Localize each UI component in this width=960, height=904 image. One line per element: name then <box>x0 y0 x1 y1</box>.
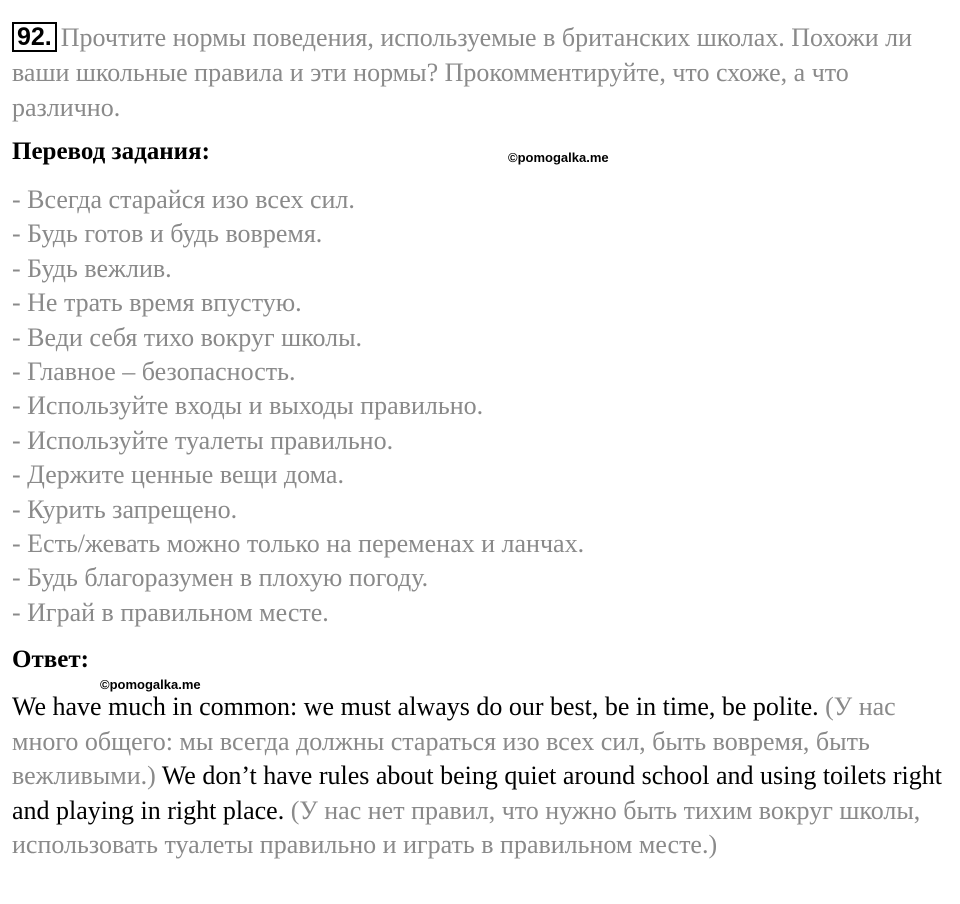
rule-item: - Не трать время впустую. <box>12 288 302 318</box>
rule-item: - Курить запрещено. <box>12 494 238 524</box>
answer-part1-english: We have much in common: we must always do our best, be in time, be polite. <box>12 692 819 721</box>
answer-part1-russian: (У нас много общего: мы всегда должны стараться изо всех сил, быть вовремя, быть вежливыми.) <box>12 692 896 790</box>
rule-item: - Веди себя тихо вокруг школы. <box>12 322 363 352</box>
translation-heading: Перевод задания: <box>12 138 210 165</box>
answer-part2-english: We don’t have rules about being quiet around school and using toilets right and playing in right place. <box>12 761 942 825</box>
rules-list <box>12 183 584 630</box>
rule-item: - Будь благоразумен в плохую погоду. <box>12 563 429 593</box>
watermark: ©pomogalka.me <box>508 150 609 165</box>
rule-item: - Есть/жевать можно только на переменах и ланчах. <box>12 529 585 559</box>
rule-item: - Всегда старайся изо всех сил. <box>12 185 355 214</box>
answer-part2-russian: (У нас нет правил, что нужно быть тихим вокруг школы, использовать туалеты правильно и играть в правильном месте.) <box>12 795 921 859</box>
rule-item: - Используйте туалеты правильно. <box>12 425 394 455</box>
task-instruction: Прочтите нормы поведения, используемые в британских школах. Похожи ли ваши школьные правила и эти нормы? Прокомментируйте, что схоже, а что различно. <box>12 23 912 122</box>
rule-item: - Будь вежлив. <box>12 253 172 283</box>
rule-item: - Будь готов и будь вовремя. <box>12 219 323 249</box>
answer-heading: Ответ: <box>12 646 89 673</box>
rule-item: - Играй в правильном месте. <box>12 597 329 627</box>
task-header <box>12 20 952 125</box>
rule-item: - Главное – безопасность. <box>12 357 296 387</box>
rule-item: - Держите ценные вещи дома. <box>12 460 344 490</box>
task-number: 92. <box>12 22 57 52</box>
answer-text <box>12 690 952 863</box>
watermark: ©pomogalka.me <box>100 677 201 692</box>
rule-item: - Используйте входы и выходы правильно. <box>12 391 484 421</box>
